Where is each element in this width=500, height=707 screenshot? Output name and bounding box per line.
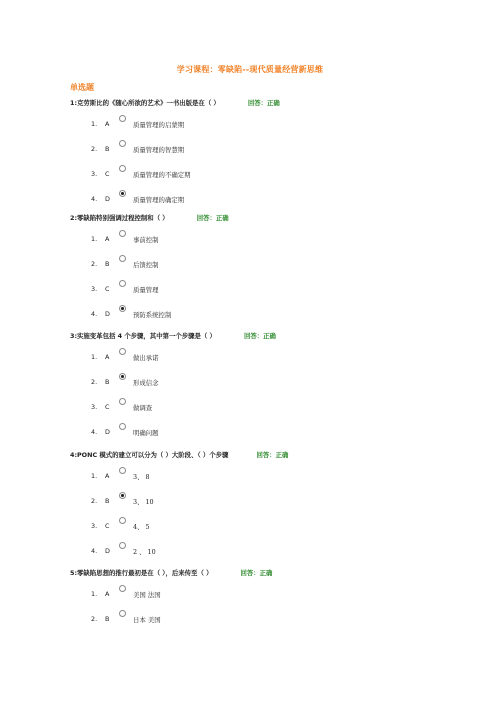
option-number: 4. [91,547,98,555]
option-text: 质量管理 [133,286,159,294]
option-letter: D [105,547,110,555]
answer-status: 回答：正确 [240,569,273,577]
option-d[interactable] [91,428,159,440]
option-b[interactable] [91,260,159,272]
option-number: 1. [91,472,98,480]
radio-unchecked-icon[interactable] [119,348,126,355]
question-text: 3:实施变革包括 4 个步骤，其中第一个步骤是（ ） [70,332,216,340]
option-text: 形成信念 [133,379,159,387]
option-b[interactable] [91,497,154,509]
question-text: 5:零缺陷思想的推行最初是在（ ），后来传至（ ） [70,569,213,577]
option-c[interactable] [91,170,191,182]
radio-unchecked-icon[interactable] [119,165,126,172]
option-c[interactable] [91,403,153,415]
option-number: 2. [91,145,98,153]
radio-checked-icon[interactable] [119,190,126,197]
option-a[interactable] [91,353,159,365]
radio-unchecked-icon[interactable] [119,467,126,474]
option-letter: B [105,145,110,153]
radio-unchecked-icon[interactable] [119,517,126,524]
option-a[interactable] [91,235,159,247]
radio-unchecked-icon[interactable] [119,610,126,617]
answer-status: 回答：正确 [243,332,276,340]
question-2 [70,213,229,222]
radio-unchecked-icon[interactable] [119,230,126,237]
option-letter: A [105,120,110,128]
option-number: 2. [91,378,98,386]
answer-status: 回答：正确 [247,99,280,107]
question-text: 4:PONC 模式的建立可以分为（ ）大阶段、（ ）个步骤 [70,451,229,459]
option-text: 美国 法国 [133,591,161,599]
option-letter: C [105,403,110,411]
option-letter: B [105,497,110,505]
option-a[interactable] [91,590,161,602]
option-letter: C [105,522,110,530]
radio-unchecked-icon[interactable] [119,423,126,430]
radio-unchecked-icon[interactable] [119,398,126,405]
option-text: 日本 美国 [133,616,161,624]
question-5 [70,568,272,577]
option-text: 3、 10 [133,498,154,506]
option-text: 质量管理的确定期 [133,196,185,204]
option-text: 2 、 10 [133,548,156,556]
option-letter: A [105,590,110,598]
option-d[interactable] [91,195,185,207]
option-text: 做出承诺 [133,354,159,362]
option-a[interactable] [91,472,150,484]
radio-unchecked-icon[interactable] [119,140,126,147]
question-1 [70,98,280,107]
radio-unchecked-icon[interactable] [119,115,126,122]
option-c[interactable] [91,522,150,534]
question-3 [70,331,276,340]
option-letter: D [105,195,110,203]
option-text: 明确问题 [133,429,159,437]
radio-unchecked-icon[interactable] [119,280,126,287]
option-number: 2. [91,260,98,268]
option-letter: A [105,472,110,480]
option-text: 预防系统控制 [133,311,172,319]
option-letter: A [105,235,110,243]
page-title: 学习课程：零缺陷--现代质量经营新思维 [176,65,324,74]
option-text: 做调查 [133,404,153,412]
option-letter: B [105,615,110,623]
option-number: 4. [91,195,98,203]
option-letter: C [105,285,110,293]
radio-checked-icon[interactable] [119,492,126,499]
question-text: 2:零缺陷特别强调过程控制和（ ） [70,214,169,222]
option-number: 3. [91,403,98,411]
option-text: 事前控制 [133,236,159,244]
option-number: 4. [91,310,98,318]
option-b[interactable] [91,615,161,627]
option-number: 2. [91,497,98,505]
option-letter: D [105,428,110,436]
option-number: 1. [91,353,98,361]
option-text: 3、 8 [133,473,150,481]
option-text: 质量管理的智慧期 [133,146,185,154]
option-b[interactable] [91,378,159,390]
option-number: 1. [91,235,98,243]
option-number: 3. [91,522,98,530]
option-number: 3. [91,285,98,293]
option-text: 后馈控制 [133,261,159,269]
option-text: 质量管理的启蒙期 [133,121,185,129]
radio-unchecked-icon[interactable] [119,255,126,262]
option-number: 4. [91,428,98,436]
radio-checked-icon[interactable] [119,373,126,380]
section-heading: 单选题 [70,83,94,92]
question-text: 1:克劳斯比的《随心所欲的艺术》一书出版是在（ ） [70,99,220,107]
option-b[interactable] [91,145,185,157]
answer-status: 回答：正确 [196,214,229,222]
option-letter: B [105,378,110,386]
answer-status: 回答：正确 [256,451,289,459]
radio-unchecked-icon[interactable] [119,542,126,549]
option-text: 4、 5 [133,523,150,531]
option-number: 3. [91,170,98,178]
question-4 [70,450,288,459]
option-d[interactable] [91,547,156,559]
radio-unchecked-icon[interactable] [119,585,126,592]
option-number: 1. [91,590,98,598]
option-d[interactable] [91,310,172,322]
option-letter: D [105,310,110,318]
option-letter: C [105,170,110,178]
option-a[interactable] [91,120,185,132]
option-letter: A [105,353,110,361]
option-number: 1. [91,120,98,128]
option-number: 2. [91,615,98,623]
option-c[interactable] [91,285,159,297]
radio-checked-icon[interactable] [119,305,126,312]
option-text: 质量管理的不确定期 [133,171,191,179]
option-letter: B [105,260,110,268]
